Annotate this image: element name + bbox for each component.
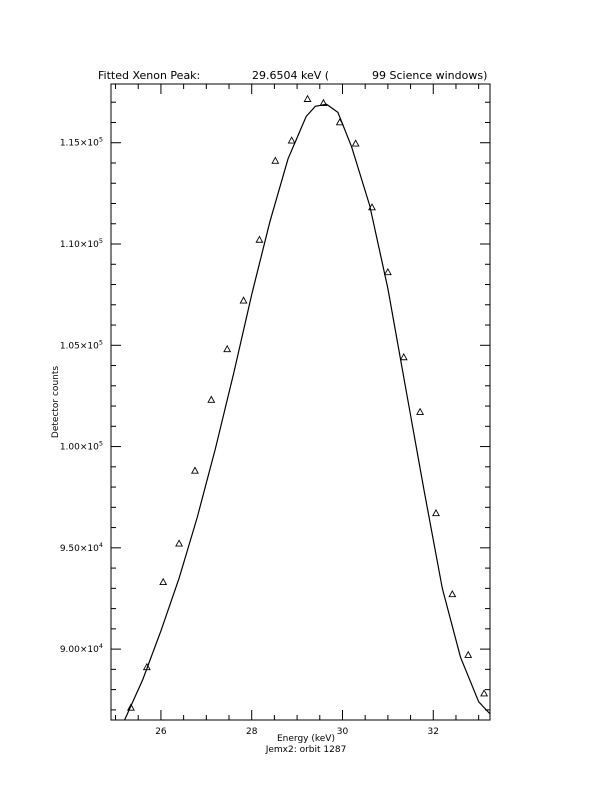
x-axis-label: Energy (keV) — [277, 734, 335, 744]
x-tick-label: 26 — [155, 727, 167, 737]
x-tick-label: 30 — [336, 727, 349, 737]
y-tick-label: $1.10\times 10^5$ — [59, 237, 103, 251]
data-point-marker — [256, 236, 262, 242]
chart-title-window-count: 99 Science windows) — [372, 69, 488, 82]
data-point-marker — [176, 540, 182, 546]
data-point-marker — [288, 137, 294, 143]
data-point-marker — [433, 510, 439, 516]
data-point-marker — [417, 409, 423, 415]
x-tick-label: 28 — [245, 727, 258, 737]
data-point-marker — [192, 467, 198, 473]
data-point-marker — [208, 396, 214, 402]
fit-curve — [125, 104, 490, 720]
data-point-marker — [352, 140, 358, 146]
data-point-marker — [449, 591, 455, 597]
y-tick-label: $1.00\times 10^5$ — [59, 439, 103, 453]
y-axis-label: Detector counts — [51, 365, 61, 439]
y-tick-labels — [60, 136, 103, 655]
chart-title-label: Fitted Xenon Peak: — [98, 69, 201, 82]
data-point-marker — [401, 354, 407, 360]
data-point-marker — [465, 652, 471, 658]
data-point-marker — [224, 346, 230, 352]
data-points — [128, 96, 488, 710]
axis-ticks — [111, 84, 490, 720]
y-tick-label: $1.05\times 10^5$ — [59, 338, 103, 352]
data-point-marker — [304, 96, 310, 102]
data-point-marker — [481, 690, 487, 696]
data-point-marker — [385, 269, 391, 275]
x-tick-label: 32 — [427, 727, 439, 737]
data-point-marker — [272, 157, 278, 163]
y-tick-label: $1.15\times 10^5$ — [59, 135, 103, 149]
plot-frame — [111, 84, 490, 720]
data-point-marker — [240, 297, 246, 303]
chart-title-peak-energy: 29.6504 keV ( — [252, 69, 330, 82]
y-tick-label: $9.00\times 10^4$ — [59, 642, 103, 656]
chart-caption: Jemx2: orbit 1287 — [265, 745, 347, 755]
data-point-marker — [160, 579, 166, 585]
y-tick-label: $9.50\times 10^4$ — [59, 540, 103, 554]
